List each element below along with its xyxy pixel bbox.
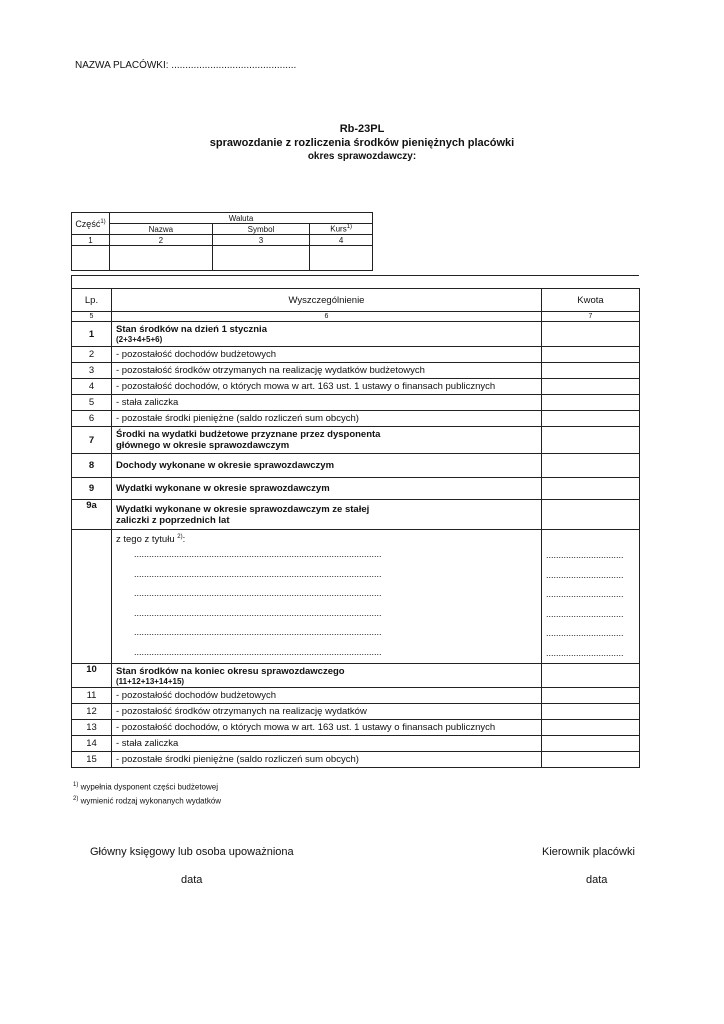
dotted-line[interactable]: ................................................................................................... (134, 627, 382, 638)
czesc-header: Część$^{1)}$ (72, 213, 110, 235)
kwota-cell[interactable] (542, 720, 640, 736)
kwota-cell[interactable] (542, 363, 640, 379)
czesc-input[interactable] (72, 246, 110, 271)
table-row: 2 - pozostałość dochodów budżetowych (72, 347, 640, 363)
kwota-cell[interactable] (542, 752, 640, 768)
col-number: 3 (212, 235, 310, 246)
dotted-line[interactable]: ............................... (546, 589, 624, 599)
signature-chief-accountant: Główny księgowy lub osoba upoważniona (90, 846, 294, 858)
table-row: 13 - pozostałość dochodów, o których mowa w art. 163 ust. 1 ustawy o finansach publicznych (72, 720, 640, 736)
z-tego-label: z tego z tytułu $^{2)}$: (116, 534, 186, 546)
nazwa-input[interactable] (110, 246, 213, 271)
table-row: 14 - stała zaliczka (72, 736, 640, 752)
kwota-cell[interactable] (542, 736, 640, 752)
table-row: 1 Stan środków na dzień 1 stycznia (2+3+4+5+6) (72, 322, 640, 347)
table-row: 9a Wydatki wykonane w okresie sprawozdawczym ze stałej zaliczki z poprzednich lat (72, 500, 640, 530)
table-row: 6 - pozostałe środki pieniężne (saldo rozliczeń sum obcych) (72, 411, 640, 427)
footnote-1: $^{1)}$ wypełnia dysponent części budżetowej (73, 782, 218, 792)
waluta-header: Waluta (110, 213, 373, 224)
kurs-header: Kurs$^{1)}$ (310, 224, 373, 235)
date-right: data (586, 874, 608, 886)
date-left: data (181, 874, 203, 886)
institution-name-line: NAZWA PLACÓWKI: ............................................. (75, 60, 297, 71)
table-row: 3 - pozostałość środków otrzymanych na realizację wydatków budżetowych (72, 363, 640, 379)
kwota-cell[interactable] (542, 664, 640, 688)
symbol-header: Symbol (212, 224, 310, 235)
table-row: 7 Środki na wydatki budżetowe przyznane przez dysponenta głównego w okresie sprawozdawczym (72, 427, 640, 454)
symbol-input[interactable] (212, 246, 310, 271)
dotted-line[interactable]: ............................... (546, 608, 624, 619)
dotted-line[interactable]: ............................... (546, 628, 624, 638)
wyszczegolnienie-header: Wyszczególnienie (112, 289, 542, 312)
col-number: 6 (112, 312, 542, 322)
dotted-line[interactable]: ................................................................................................... (134, 568, 382, 579)
dotted-line[interactable]: ............................... (546, 550, 624, 560)
table-row: 8 Dochody wykonane w okresie sprawozdawczym (72, 454, 640, 478)
dotted-line[interactable]: ............................... (546, 647, 624, 658)
kwota-cell[interactable] (542, 704, 640, 720)
col-number: 7 (542, 312, 640, 322)
dotted-line[interactable]: ................................................................................................... (134, 549, 382, 560)
col-number: 4 (310, 235, 373, 246)
signature-head: Kierownik placówki (542, 846, 635, 858)
table-row: 15 - pozostałe środki pieniężne (saldo rozliczeń sum obcych) (72, 752, 640, 768)
table-row: 9 Wydatki wykonane w okresie sprawozdawczym (72, 478, 640, 500)
reporting-period: okres sprawozdawczy: (307, 151, 417, 162)
table-row: 12 - pozostałość środków otrzymanych na realizację wydatków (72, 704, 640, 720)
col-number: 5 (72, 312, 112, 322)
dotted-line[interactable]: ................................................................................................... (134, 607, 382, 618)
kwota-cell[interactable] (542, 454, 640, 478)
kwota-cell[interactable] (542, 688, 640, 704)
lp-header: Lp. (72, 289, 112, 312)
kwota-header: Kwota (542, 289, 640, 312)
table-row-details (72, 530, 640, 664)
dotted-line[interactable]: ................................................................................................... (134, 588, 382, 599)
kwota-cell[interactable] (542, 478, 640, 500)
kurs-input[interactable] (310, 246, 373, 271)
col-number: 2 (110, 235, 213, 246)
footnote-2: $^{2)}$ wymienić rodzaj wykonanych wydatków (73, 796, 222, 806)
form-code: Rb-23PL (339, 123, 385, 135)
kwota-cell[interactable] (542, 379, 640, 395)
kwota-cell[interactable] (542, 347, 640, 363)
kwota-cell[interactable] (542, 322, 640, 347)
dotted-line[interactable]: ............................... (546, 569, 624, 580)
nazwa-header: Nazwa (110, 224, 213, 235)
table-row: 10 Stan środków na koniec okresu sprawozdawczego (11+12+13+14+15) (72, 664, 640, 688)
col-number: 1 (72, 235, 110, 246)
form-title: sprawozdanie z rozliczenia środków pieniężnych placówki (209, 137, 515, 149)
kwota-cell[interactable] (542, 395, 640, 411)
table-row: 11 - pozostałość dochodów budżetowych (72, 688, 640, 704)
kwota-cell[interactable] (542, 427, 640, 454)
kwota-cell[interactable] (542, 500, 640, 530)
currency-table (71, 212, 373, 271)
dotted-line[interactable]: ................................................................................................... (134, 646, 382, 657)
table-row: 4 - pozostałość dochodów, o których mowa w art. 163 ust. 1 ustawy o finansach publicznych (72, 379, 640, 395)
table-row: 5 - stała zaliczka (72, 395, 640, 411)
kwota-cell[interactable] (542, 411, 640, 427)
report-table (71, 288, 640, 768)
